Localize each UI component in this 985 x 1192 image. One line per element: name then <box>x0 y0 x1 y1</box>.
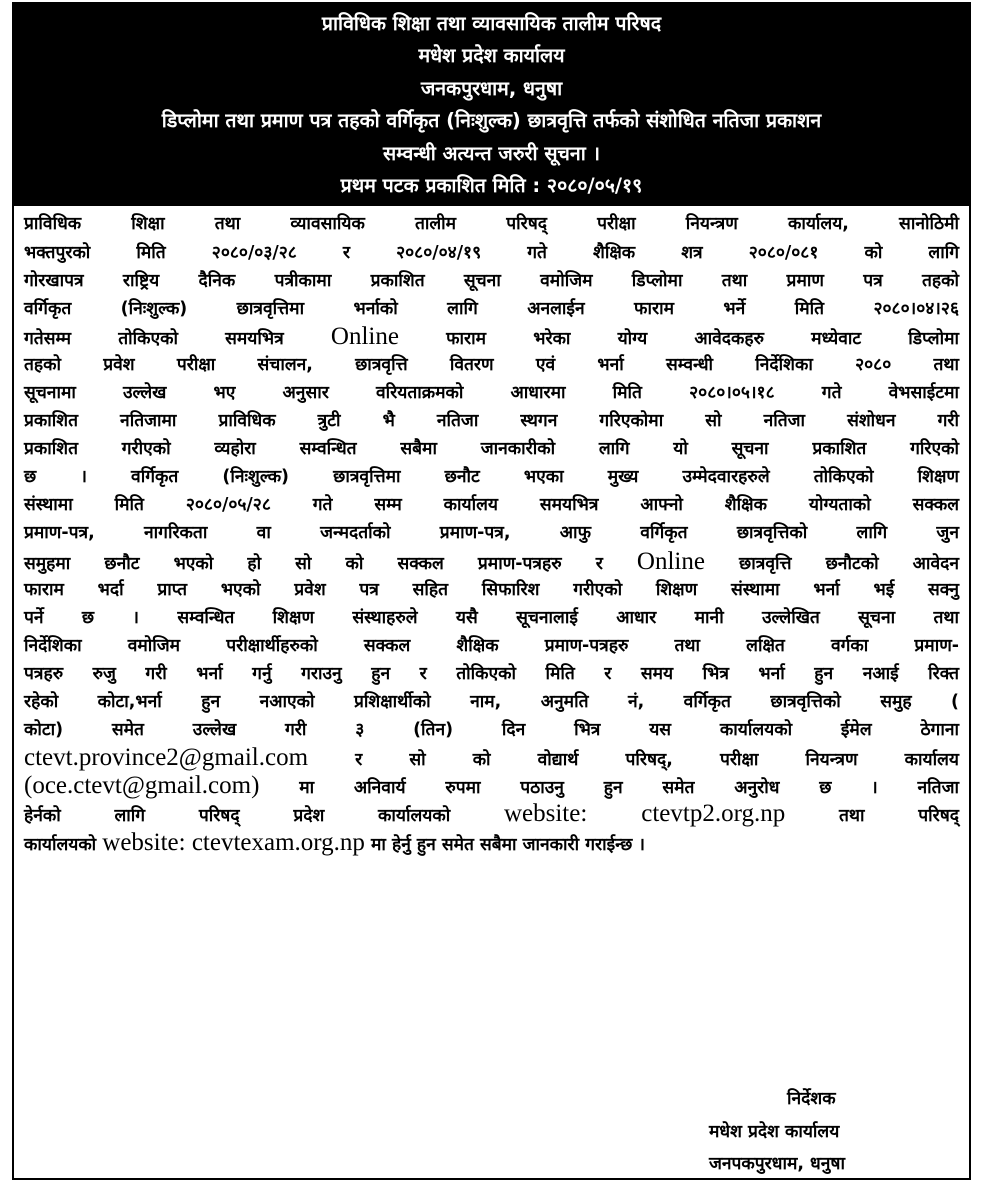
body-text-segment: समुहमा छनौट भएको हो सो को सक्कल प्रमाण-पत्रहरु र <box>24 553 603 574</box>
body-text-segment: मा अनिवार्य रुपमा पठाउनु हुन समेत अनुरोध छ । नतिजा <box>299 778 959 799</box>
body-text-segment: भक्तपुरको मिति २०८०/०३/२८ र २०८०/०४/१९ गते शैक्षिक शत्र २०८०/०८१ को लागि <box>24 242 959 263</box>
body-text-segment: तथा परिषद् <box>838 806 960 827</box>
body-text-segment: गतेसम्म तोकिएको समयभित्र <box>24 328 284 349</box>
body-text-segment: पर्ने छ । सम्वन्धित शिक्षण संस्थाहरुले यसै सूचनालाई आधार मानी उल्लेखित सूचना तथा <box>24 607 959 628</box>
body-line <box>24 829 959 857</box>
body-line <box>24 463 959 491</box>
body-line <box>24 744 959 772</box>
body-line <box>24 660 959 688</box>
body-text-segment: छात्रवृत्ति छनौटको आवेदन <box>739 553 959 574</box>
body-line <box>24 772 959 800</box>
body-line <box>24 295 959 323</box>
body-text-segment: वर्गिकृत (निःशुल्क) छात्रवृत्तिमा भर्नाको लागि अनलाईन फाराम भर्ने मिति २०८०।०४।२६ <box>24 298 959 319</box>
body-text-segment: रहेको कोटा,भर्ना हुन नआएको प्रशिक्षार्थीको नाम, अनुमति नं, वर्गिकृत छात्रवृत्तिको समुह ( <box>24 692 959 713</box>
notice-document <box>12 2 971 1180</box>
body-text-segment: प्रमाण-पत्र, नागरिकता वा जन्मदर्ताको प्रमाण-पत्र, आफु वर्गिकृत छात्रवृत्तिको लागि जुन <box>24 523 959 544</box>
notice-body <box>14 206 969 856</box>
online-term: Online <box>636 547 705 575</box>
body-line <box>24 407 959 435</box>
body-text-segment: कार्यालयको <box>24 834 97 855</box>
body-text-segment: र सो को वोद्यार्थ परिषद्, परीक्षा नियन्त्रण कार्यालय <box>355 750 959 771</box>
body-text-segment: प्राविधिक शिक्षा तथा व्यावसायिक तालीम परिषद् परीक्षा नियन्त्रण कार्यालय, सानोठिमी <box>24 214 959 235</box>
body-text-segment: फाराम भर्दा प्राप्त भएको प्रवेश पत्र सहित सिफारिश गरीएको शिक्षण संस्थामा भर्ना भई सक्नु <box>24 579 959 600</box>
body-text-segment: गोरखापत्र राष्ट्रिय दैनिक पत्रीकामा प्रकाशित सूचना वमोजिम डिप्लोमा तथा प्रमाण पत्र तहको <box>24 270 959 291</box>
exam-website-link[interactable]: website: ctevtexam.org.np <box>102 828 365 856</box>
online-term: Online <box>330 322 399 350</box>
body-line <box>24 210 959 238</box>
body-text-segment: फाराम भरेका योग्य आवेदकहरु मध्येवाट डिप्लोमा <box>446 328 959 349</box>
body-text-segment: पत्रहरु रुजु गरी भर्ना गर्नु गराउनु हुन र तोकिएको मिति र समय भित्र भर्ना हुन नआई रिक्त <box>24 663 959 684</box>
body-text-segment: छ । वर्गिकृत (निःशुल्क) छात्रवृत्तिमा छनौट भएका मुख्य उम्मेदवारहरुले तोकिएको शिक्षण <box>24 467 959 488</box>
body-text-segment: प्रकाशित गरीएको व्यहोरा सम्वन्धित सबैमा जानकारीको लागि यो सूचना प्रकाशित गरिएको <box>24 439 959 460</box>
body-line <box>24 688 959 716</box>
province-email[interactable]: ctevt.province2@gmail.com <box>24 744 309 772</box>
exam-office-email[interactable]: (oce.ctevt@gmail.com) <box>24 772 260 800</box>
signatory-location: जनपकपुरधाम, धनुषा <box>709 1154 845 1174</box>
body-line <box>24 576 959 604</box>
body-line <box>24 604 959 632</box>
signatory-office: मधेश प्रदेश कार्यालय <box>709 1121 840 1142</box>
notice-header <box>14 4 969 206</box>
body-line <box>24 239 959 267</box>
body-line <box>24 548 959 576</box>
body-text-segment: प्रकाशित नतिजामा प्राविधिक त्रुटी भै नतिजा स्थगन गरिएकोमा सो नतिजा संशोधन गरी <box>24 411 959 432</box>
body-line <box>24 519 959 547</box>
body-text-segment: कोटा) समेत उल्लेख गरी ३ (तिन) दिन भित्र यस कार्यालयको ईमेल ठेगाना <box>24 720 959 741</box>
body-text-segment: तहको प्रवेश परीक्षा संचालन, छात्रवृत्ति वितरण एवं भर्ना सम्वन्धी निर्देशिका २०८० तथा <box>24 354 959 375</box>
notice-subject-line-2: सम्वन्धी अत्यन्त जरुरी सूचना । <box>383 141 600 165</box>
body-line <box>24 491 959 519</box>
body-line <box>24 379 959 407</box>
body-text-segment: संस्थामा मिति २०८०/०५/२८ गते सम्म कार्यालय समयभित्र आफ्नो शैक्षिक योग्यताको सक्कल <box>24 495 959 516</box>
body-text-segment: मा हेर्नु हुन समेत सबैमा जानकारी गराईन्छ । <box>371 834 645 855</box>
office-name: मधेश प्रदेश कार्यालय <box>418 44 565 68</box>
signature-block <box>709 1083 959 1181</box>
body-line <box>24 267 959 295</box>
body-text-segment: निर्देशिका वमोजिम परीक्षार्थीहरुको सक्कल शैक्षिक प्रमाण-पत्रहरु तथा लक्षित वर्गका प्रमाण- <box>24 635 959 656</box>
office-location: जनकपुरधाम, धनुषा <box>420 76 563 100</box>
first-published-date: प्रथम पटक प्रकाशित मिति : २०८०/०५/१९ <box>340 174 643 198</box>
signatory-title: निर्देशक <box>787 1089 836 1109</box>
notice-subject-line-1: डिप्लोमा तथा प्रमाण पत्र तहको वर्गिकृत (निःशुल्क) छात्रवृत्ति तर्फको संशोधित नतिजा प्रकाशन <box>161 109 822 133</box>
body-line <box>24 716 959 744</box>
province-website-link[interactable]: website: ctevtp2.org.np <box>503 800 786 828</box>
body-line <box>24 351 959 379</box>
body-text-segment: सूचनामा उल्लेख भए अनुसार वरियताक्रमको आधारमा मिति २०८०।०५।१८ गते वेभसाईटमा <box>24 383 959 403</box>
body-line <box>24 435 959 463</box>
council-name: प्राविधिक शिक्षा तथा व्यावसायिक तालीम परिषद <box>321 12 662 35</box>
body-line <box>24 800 959 828</box>
body-line <box>24 632 959 660</box>
body-text-segment: हेर्नको लागि परिषद् प्रदेश कार्यालयको <box>24 806 451 827</box>
body-line <box>24 323 959 351</box>
